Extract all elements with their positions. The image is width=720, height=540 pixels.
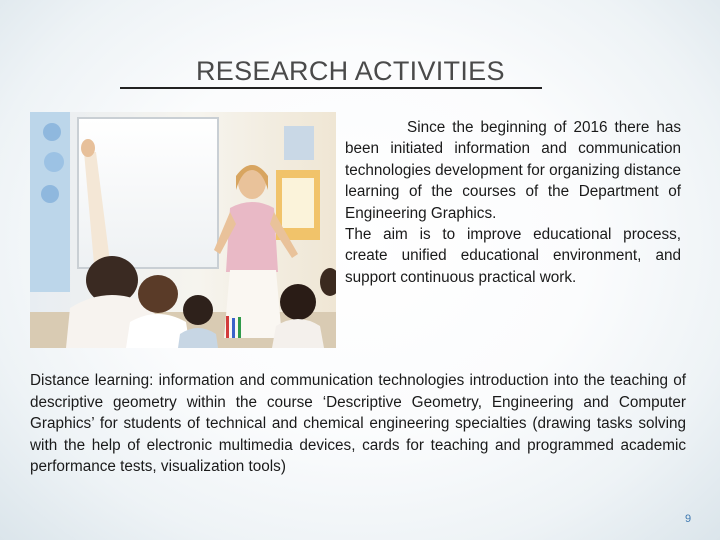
slide-title: RESEARCH ACTIVITIES xyxy=(196,56,505,86)
title-block xyxy=(120,56,550,90)
title-underline xyxy=(120,87,542,89)
intro-text xyxy=(345,117,681,288)
page-number: 9 xyxy=(685,513,692,525)
intro-paragraph-1: Since the beginning of 2016 there has been initiated information and communication technologies development for organizing distance learning of the courses of the Department of Engineering Graphics. xyxy=(345,119,681,222)
intro-paragraph-2: The aim is to improve educational process, create unified educational environment, and support continuous practical work. xyxy=(345,226,681,286)
classroom-photo xyxy=(30,112,336,348)
body-paragraph: Distance learning: information and communication technologies introduction into the teaching of descriptive geometry within the course ‘Descriptive Geometry, Engineering and Computer Graphics’ for students of technical and chemical engineering specialties (drawing tasks solving with the help of electronic multimedia devices, cards for teaching and programmed academic performance tests, visualization tools) xyxy=(30,372,686,476)
